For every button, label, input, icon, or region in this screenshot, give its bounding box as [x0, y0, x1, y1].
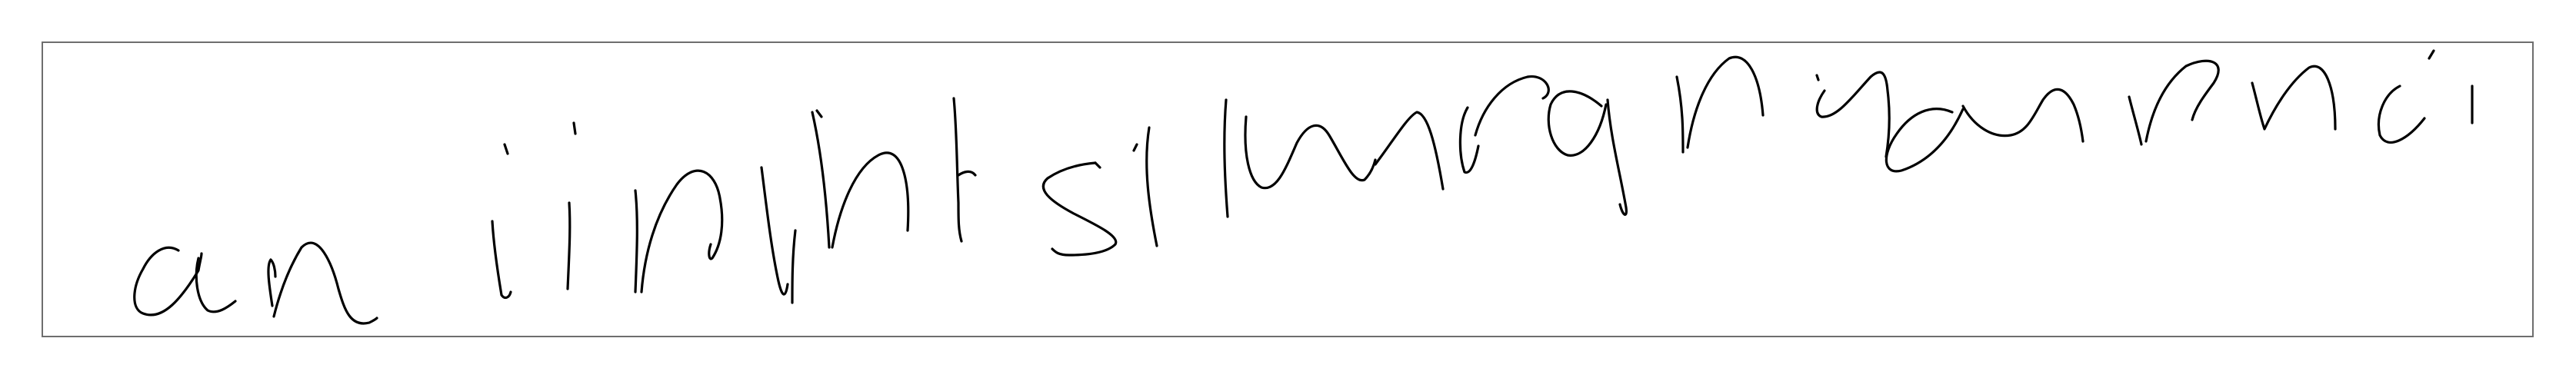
stroke: [1475, 77, 1548, 135]
stroke: [1225, 100, 1228, 217]
stroke: [2129, 97, 2141, 144]
stroke: [812, 112, 829, 247]
stroke: [1134, 144, 1137, 151]
stroke: [2429, 51, 2434, 58]
stroke: [954, 98, 961, 241]
stroke: [761, 167, 788, 294]
ink-strokes: [135, 51, 2472, 323]
stroke: [832, 153, 908, 247]
stroke: [1608, 100, 1626, 214]
stroke: [574, 123, 575, 134]
stroke: [635, 191, 637, 292]
stroke: [958, 171, 975, 175]
stroke: [1043, 163, 1115, 255]
stroke: [2146, 61, 2218, 141]
stroke: [1245, 117, 1375, 188]
stroke: [2378, 86, 2424, 142]
stroke: [1817, 75, 1818, 80]
stroke: [196, 258, 235, 312]
stroke: [792, 230, 795, 303]
stroke: [2252, 66, 2335, 129]
stroke: [1375, 112, 1443, 189]
stroke: [1963, 89, 2083, 141]
stroke: [1147, 128, 1157, 246]
stroke: [268, 260, 275, 306]
stroke: [135, 247, 202, 315]
stroke: [1460, 108, 1478, 173]
stroke: [1095, 163, 1100, 167]
stroke: [1688, 57, 1763, 148]
stroke: [642, 171, 722, 292]
stroke: [1548, 91, 1606, 155]
stroke: [1886, 109, 1963, 171]
stroke: [1677, 77, 1683, 152]
stroke: [1817, 72, 1889, 157]
stroke: [274, 243, 377, 323]
stroke: [568, 203, 570, 289]
stroke: [492, 221, 511, 297]
stroke: [817, 111, 821, 117]
stroke: [505, 144, 508, 154]
